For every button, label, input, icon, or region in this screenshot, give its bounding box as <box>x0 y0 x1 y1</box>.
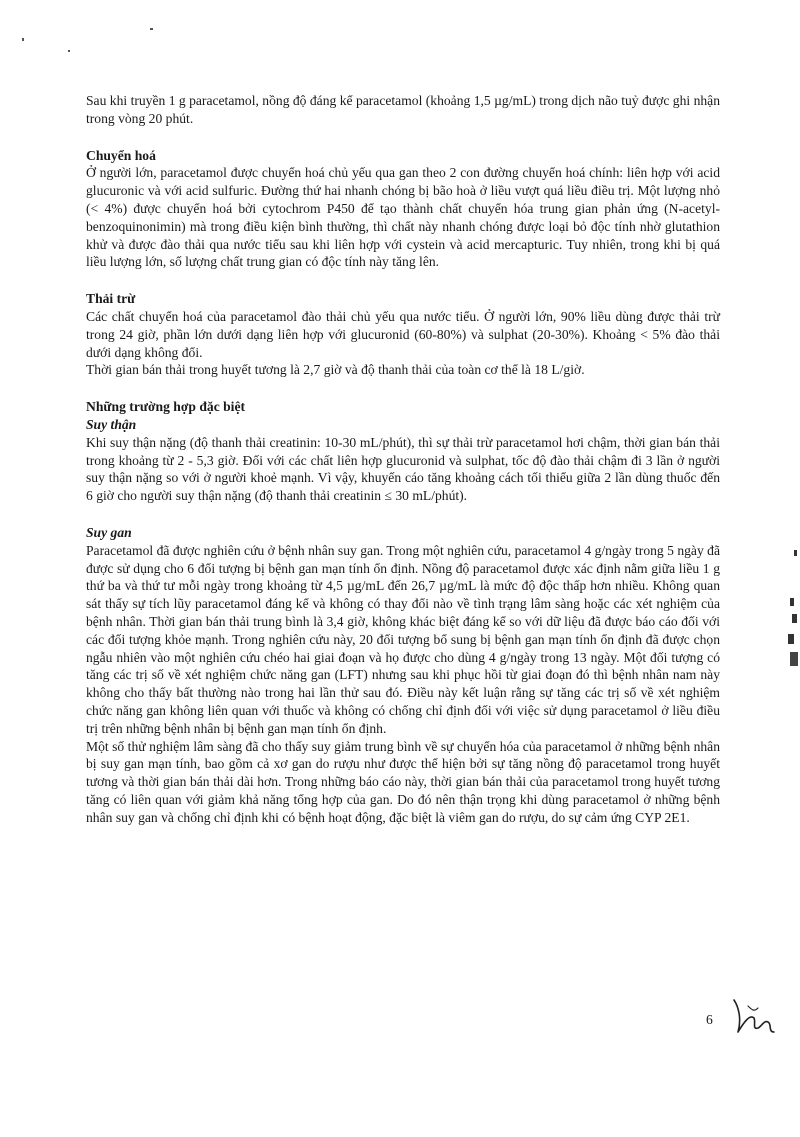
hepatic-paragraph-2: Một số thử nghiệm lâm sàng đã cho thấy suy giảm trung bình về sự chuyển hóa của paracetamol ở những bệnh nhân bị suy gan mạn tính, bao gồm cả xơ gan do rượu như được thể hiện bởi sự tăng nồng độ paracetamol trong huyết tương và thời gian bán thải dài hơn. Trong những báo cáo này, thời gian bán thải của paracetamol trong huyết tương tăng có liên quan với giảm khả năng tổng hợp của gan. Do đó nên thận trọng khi dùng paracetamol ở những bệnh nhân suy gan và chống chỉ định khi có bệnh hoạt động, đặc biệt là viêm gan do rượu, do sự cảm ứng CYP 2E1. <box>86 738 720 825</box>
excretion-heading: Thải trừ <box>86 291 136 307</box>
renal-paragraph: Khi suy thận nặng (độ thanh thải creatinin: 10-30 mL/phút), thì sự thải trừ paracetamol hơi chậm, thời gian bán thải trong khoảng từ 2 - 5,3 giờ. Đối với các chất liên hợp glucuronid và sulphat, tốc độ đào thải chậm đi 3 lần ở người suy thận nặng so với ở người khoẻ mạnh. Vì vậy, khuyến cáo tăng khoảng cách tối thiểu giữa 2 lần dùng thuốc đến 6 giờ cho người suy thận nặng (độ thanh thải creatinin ≤ 30 mL/phút). <box>86 434 720 504</box>
edge-scan-marks <box>776 548 800 678</box>
metabolism-paragraph: Ở người lớn, paracetamol được chuyển hoá chủ yếu qua gan theo 2 con đường chuyển hoá chính: liên hợp với acid glucuronic và với acid sulfuric. Đường thứ hai nhanh chóng bị bão hoà ở liều vượt quá liều điều trị. Một lượng nhỏ (< 4%) được chuyển hoá bởi cytochrom P450 để tạo thành chất chuyển hóa trung gian phản ứng (N-acetyl-benzoquinonimin) mà trong điều kiện bình thường, thì chất này nhanh chóng được loại bỏ độc tính nhờ glutathion khử và được đào thải qua nước tiểu sau khi liên hợp với cystein và acid mercapturic. Tuy nhiên, trong khi bị quá liều lượng lớn, số lượng chất trung gian có độc tính này tăng lên. <box>86 165 720 270</box>
intro-paragraph: Sau khi truyền 1 g paracetamol, nồng độ đáng kể paracetamol (khoảng 1,5 µg/mL) trong dịch não tuỷ được ghi nhận trong vòng 20 phút. <box>86 93 720 126</box>
excretion-paragraph: Các chất chuyển hoá của paracetamol đào thải chủ yếu qua nước tiểu. Ở người lớn, 90% liều dùng được thải trừ trong 24 giờ, phần lớn dưới dạng liên hợp với glucuronid (60-80%) và sulphat (20-30%). Khoảng < 5% đào thải dưới dạng không đổi. <box>86 308 720 360</box>
scan-mark <box>68 50 70 52</box>
signature-icon <box>728 992 778 1038</box>
renal-heading: Suy thận <box>86 416 137 432</box>
page-number: 6 <box>706 1012 713 1027</box>
scan-mark <box>150 28 153 30</box>
document-body <box>86 92 720 826</box>
special-cases-heading: Những trường hợp đặc biệt <box>86 399 246 415</box>
excretion-paragraph-2: Thời gian bán thải trong huyết tương là 2,7 giờ và độ thanh thải của toàn cơ thể là 18 L/giờ. <box>86 362 585 378</box>
metabolism-heading: Chuyển hoá <box>86 147 156 163</box>
hepatic-paragraph: Paracetamol đã được nghiên cứu ở bệnh nhân suy gan. Trong một nghiên cứu, paracetamol 4 g/ngày trong 5 ngày đã được sử dụng cho 6 đối tượng bị bệnh gan mạn tính ổn định. Nồng độ paracetamol được xác định nằm giữa liều 1 g thứ ba và thứ tư mỗi ngày trong khoảng từ 4,5 µg/mL đến 26,7 µg/mL là mức độ độc thấp hơn nhiều. Không quan sát thấy sự tích lũy paracetamol đáng kể và không có thay đổi nào về tình trạng lâm sàng hoặc các xét nghiệm của bệnh nhân. Thời gian bán thải trung bình là 3,4 giờ, không khác biệt đáng kể so với dữ liệu đã được báo cáo đối với các đối tượng khỏe mạnh. Trong nghiên cứu này, 20 đối tượng bổ sung bị bệnh gan mạn tính ổn định đã được chọn ngẫu nhiên vào một nghiên cứu chéo hai giai đoạn và họ được cho dùng 4 g/ngày trong 13 ngày. Một đối tượng có tăng các trị số về xét nghiệm chức năng gan (LFT) nhưng sau khi phục hồi từ giai đoạn đó thì bệnh nhân nam này không cho thấy bất thường nào trong hai lần thử sau đó. Điều này kết luận rằng sự tăng các trị số về xét nghiệm chức năng gan không liên quan với thuốc và không có chống chỉ định đối với việc sử dụng paracetamol ở liều điều trị trên những bệnh nhân bị bệnh gan mạn tính ổn định. <box>86 542 720 736</box>
hepatic-heading: Suy gan <box>86 524 132 540</box>
scan-mark <box>22 38 24 41</box>
